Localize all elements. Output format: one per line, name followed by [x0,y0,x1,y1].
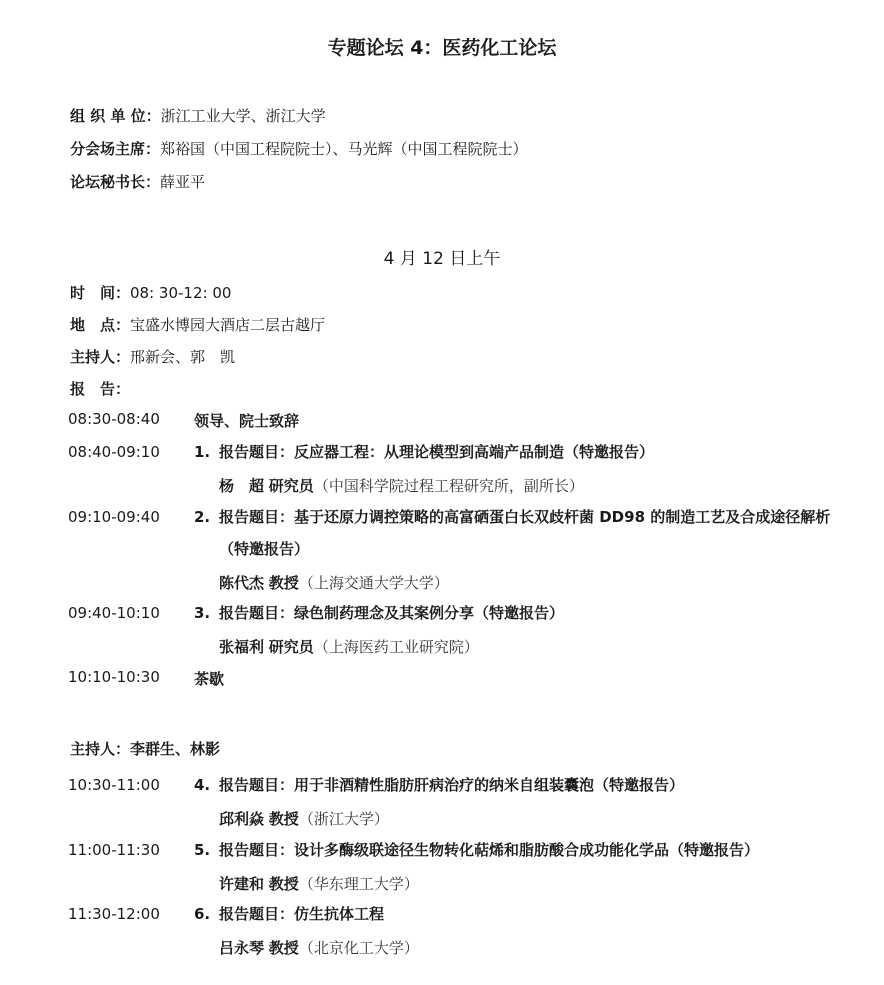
slot-time: 10:10-10:30 [68,668,160,686]
slot-time: 08:30-08:40 [68,410,160,428]
org-chair-value: 郑裕国（中国工程院院士）、马光辉（中国工程院院士） [160,140,528,158]
slot-number: 3. [194,604,211,622]
host-second-label: 主持人： [70,740,131,758]
slot-title: 报告题目：绿色制药理念及其案例分享（特邀报告） [219,604,565,622]
speaker [219,808,389,829]
speaker-name: 杨 超 [219,477,265,495]
org-unit-value: 浙江工业大学、浙江大学 [160,107,326,125]
host-second [70,738,220,759]
slot-time: 08:40-09:10 [68,443,160,461]
speaker [219,636,479,657]
org-secretary [70,171,205,192]
org-unit-label: 组 织 单 位： [70,107,161,125]
speaker-role: 教授 [268,810,299,828]
session-date: 4 月 12 日上午 [383,249,501,269]
slot-text: 领导、院士致辞 [194,412,300,430]
org-unit [70,105,326,126]
slot-title: 报告题目：设计多酶级联途径生物转化萜烯和脂肪酸合成功能化学品（特邀报告） [219,841,760,859]
org-secretary-value: 薛亚平 [160,173,206,191]
info-report-label: 报 告： [70,380,131,398]
speaker [219,475,584,496]
speaker-name: 吕永琴 [219,939,265,957]
speaker [219,572,449,593]
speaker-affiliation: （北京化工大学） [298,939,419,957]
slot-title: 报告题目：仿生抗体工程 [219,905,385,923]
info-host-label: 主持人： [70,348,131,366]
slot-number: 5. [194,841,211,859]
slot-time: 09:40-10:10 [68,604,160,622]
slot-title: 报告题目：基于还原力调控策略的高富硒蛋白长双歧杆菌 DD98 的制造工艺及合成途径解析（特邀报告） [219,508,831,558]
speaker-role: 研究员 [268,638,314,656]
speaker-name: 许建和 [219,875,265,893]
slot-number: 4. [194,776,211,794]
info-place-label: 地 点： [70,316,131,334]
speaker-role: 教授 [268,875,299,893]
info-place [70,314,325,335]
speaker [219,937,419,958]
slot-text: 茶歇 [194,670,225,688]
host-second-value: 李群生、林影 [130,740,221,758]
speaker-affiliation: （上海交通大学大学） [298,574,449,592]
slot-time: 09:10-09:40 [68,508,160,526]
speaker-name: 邱利焱 [219,810,265,828]
speaker-role: 研究员 [268,477,314,495]
info-time-value: 08: 30-12: 00 [130,284,232,302]
speaker-affiliation: （华东理工大学） [298,875,419,893]
slot-time: 10:30-11:00 [68,776,160,794]
speaker [219,873,419,894]
speaker-affiliation: （上海医药工业研究院） [313,638,479,656]
info-time [70,282,231,303]
slot-number: 2. [194,508,211,526]
page-title: 专题论坛 4：医药化工论坛 [327,37,557,59]
slot-title: 报告题目：反应器工程：从理论模型到高端产品制造（特邀报告） [219,443,655,461]
info-place-value: 宝盛水博园大酒店二层古越厅 [130,316,326,334]
speaker-affiliation: （浙江大学） [298,810,389,828]
speaker-name: 张福利 [219,638,265,656]
slot-number: 1. [194,443,211,461]
slot-time: 11:00-11:30 [68,841,160,859]
slot-time: 11:30-12:00 [68,905,160,923]
info-time-label: 时 间： [70,284,131,302]
slot-number: 6. [194,905,211,923]
org-chair [70,138,528,159]
speaker-role: 教授 [268,939,299,957]
info-host-value: 邢新会、郭 凯 [130,348,236,366]
org-secretary-label: 论坛秘书长： [70,173,161,191]
org-chair-label: 分会场主席： [70,140,161,158]
speaker-role: 教授 [268,574,299,592]
speaker-affiliation: （中国科学院过程工程研究所，副所长） [313,477,584,495]
slot-title: 报告题目：用于非酒精性脂肪肝病治疗的纳米自组装囊泡（特邀报告） [219,776,685,794]
info-host [70,346,235,367]
speaker-name: 陈代杰 [219,574,265,592]
info-report [70,378,130,399]
